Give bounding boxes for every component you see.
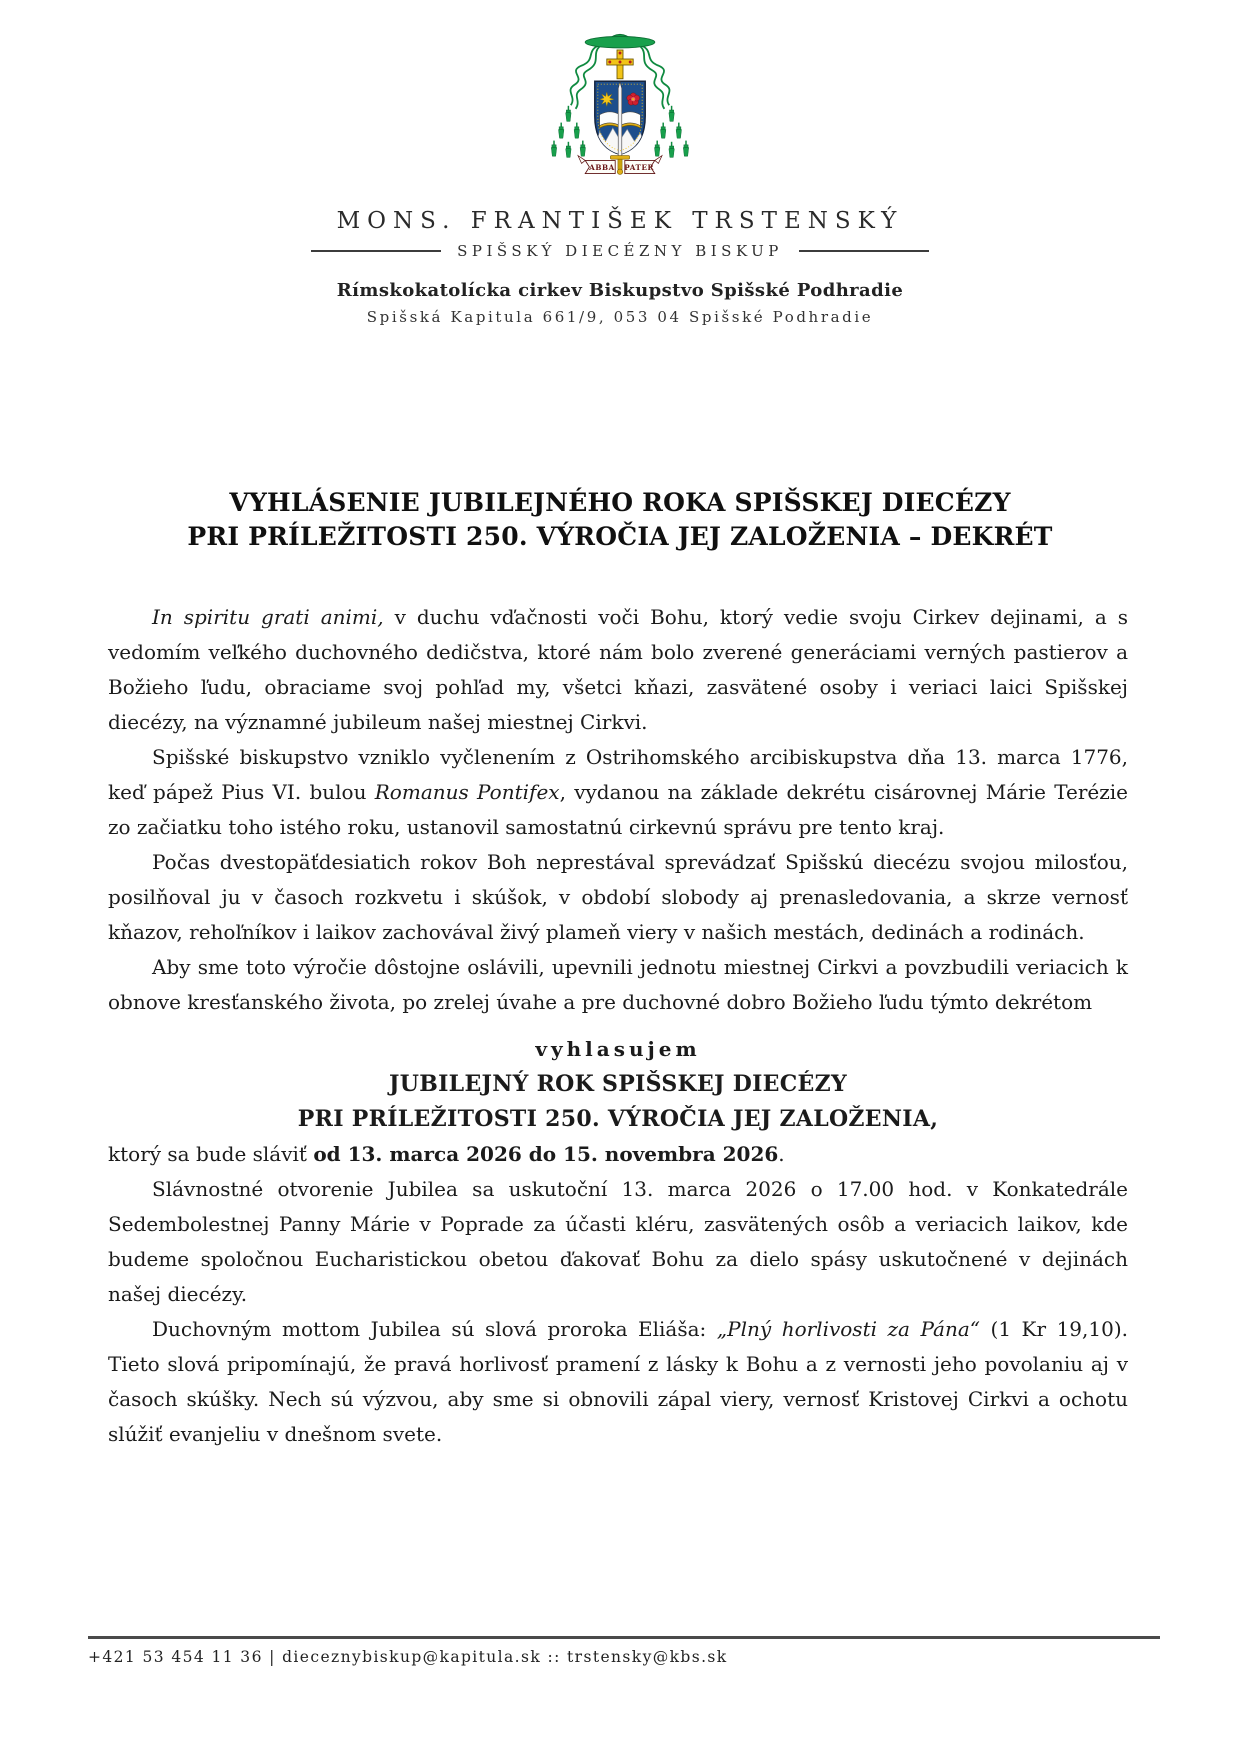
role-rule-right [799,250,929,252]
motto-pater-text: PATER [624,163,655,172]
org-address: Spišská Kapitula 661/9, 053 04 Spišské Podhradie [366,308,874,326]
declaration-line-2: PRI PRÍLEŽITOSTI 250. VÝROČIA JEJ ZALOŽENIA, [297,1106,939,1132]
galero-hat-icon [585,34,655,48]
sword-icon [618,82,622,157]
letterhead [0,0,1240,326]
paragraph-duration: ktorý sa bude sláviť od 13. marca 2026 do 15. novembra 2026. [108,1142,785,1166]
footer-rule [88,1636,1160,1639]
role-rule-left [311,250,441,252]
body-text [108,600,1128,1452]
org-name: Rímskokatolícka cirkev Biskupstvo Spišské Podhradie [336,280,904,301]
document-title [0,486,1240,554]
declaration-verb: vyhlasujem [535,1037,701,1061]
motto-abba-text: ABBA [589,163,615,172]
cross-icon [607,50,633,79]
title-line-2: PRI PRÍLEŽITOSTI 250. VÝROČIA JEJ ZALOŽENIA – DEKRÉT [187,522,1053,551]
bishop-name: MONS. FRANTIŠEK TRSTENSKÝ [336,208,904,234]
paragraph-providence: Počas dvestopäťdesiatich rokov Boh neprestával sprevádzať Spišskú diecézu svojou milosťou, posilňoval ju v časoch rozkvetu i skúšok, v období slobody aj prenasledovania, a skrze vernosť kňazov, rehoľníkov i laikov zachovával živý plameň viery v našich mestách, dedinách a rodinách. [108,850,1128,944]
paragraph-motto: Duchovným mottom Jubilea sú slová proroka Eliáša: „Plný horlivosti za Pána“ (1 Kr 19,10). Tieto slová pripomínajú, že pravá horlivosť pramení z lásky k Bohu a z vernosti jeho povolaniu aj v časoch skúšky. Nech sú výzvou, aby sme si obnovili zápal viery, vernosť Kristovej Cirkvi a ochotu slúžiť evanjeliu v dnešnom svete. [108,1317,1128,1446]
bishop-role: SPIŠSKÝ DIECÉZNY BISKUP [457,242,783,260]
star-icon [600,92,614,106]
paragraph-purpose: Aby sme toto výročie dôstojne oslávili, upevnili jednotu miestnej Cirkvi a povzbudili veriacich k obnove kresťanského života, po zrelej úvahe a pre duchovné dobro Božieho ľudu týmto dekrétom [108,955,1128,1014]
declaration-line-1: JUBILEJNÝ ROK SPIŠSKEJ DIECÉZY [389,1071,847,1097]
footer-contact: +421 53 454 11 36 | dieceznybiskup@kapitula.sk :: trstensky@kbs.sk [88,1648,728,1666]
title-line-1: VYHLÁSENIE JUBILEJNÉHO ROKA SPIŠSKEJ DIECÉZY [229,488,1011,517]
paragraph-intro: In spiritu grati animi, v duchu vďačnosti voči Bohu, ktorý vedie svoju Cirkev dejinami, a s vedomím veľkého duchovného dedičstva, ktoré nám bolo zverené generáciami verných pastierov a Božieho ľudu, obraciame svoj pohľad my, všetci kňazi, zasvätené osoby i veriaci laici Spišskej diecézy, na významné jubileum našej miestnej Cirkvi. [108,605,1128,734]
page-footer [88,1636,1160,1666]
paragraph-history: Spišské biskupstvo vzniklo vyčlenením z Ostrihomského arcibiskupstva dňa 13. marca 1776, keď pápež Pius VI. bulou Romanus Pontifex, vydanou na základe dekrétu cisárovnej Márie Terézie zo začiatku toho istého roku, ustanovil samostatnú cirkevnú správu pre tento kraj. [108,745,1128,839]
declaration-block [108,1032,1128,1137]
paragraph-opening: Slávnostné otvorenie Jubilea sa uskutoční 13. marca 2026 o 17.00 hod. v Konkatedrále Sedembolestnej Panny Márie v Poprade za účasti kléru, zasvätených osôb a veriacich laikov, kde budeme spoločnou Eucharistickou obetou ďakovať Bohu za dielo spásy uskutočnené v dejinách našej diecézy. [108,1177,1128,1306]
coat-of-arms-icon [542,26,698,194]
bishop-role-row [311,242,929,260]
